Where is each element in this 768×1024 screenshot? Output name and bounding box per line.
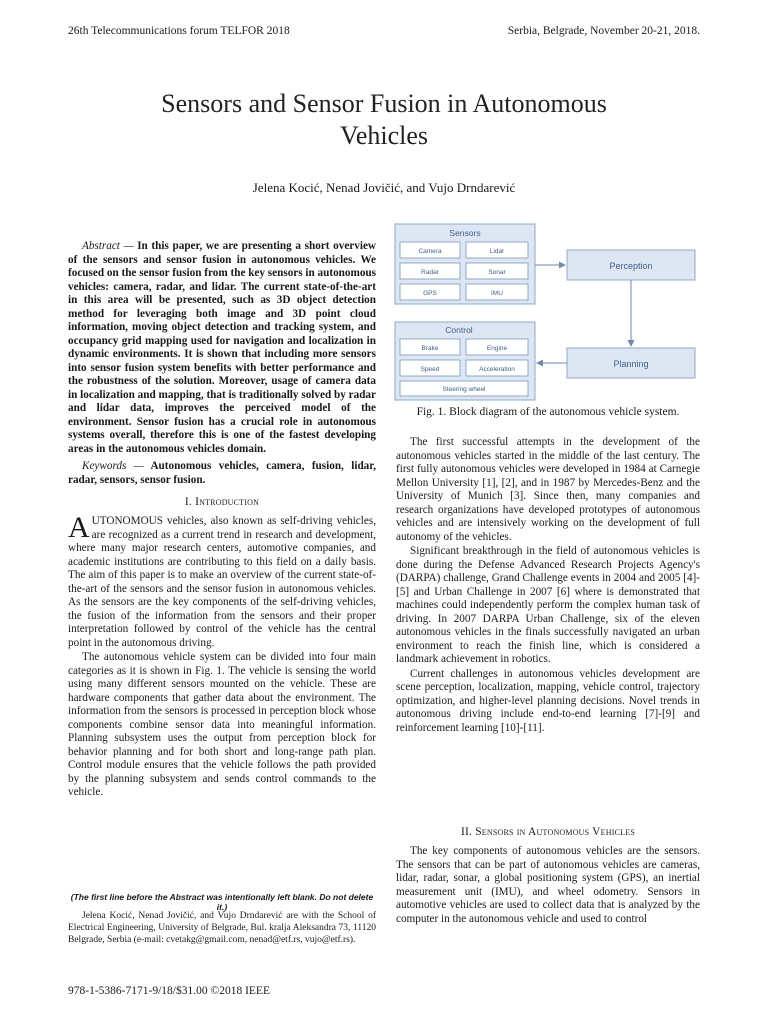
figure-caption: Fig. 1. Block diagram of the autonomous vehicle system. bbox=[416, 406, 680, 418]
isbn-copyright: 978-1-5386-7171-9/18/$31.00 ©2018 IEEE bbox=[68, 985, 270, 997]
control-engine: Engine bbox=[486, 345, 508, 352]
control-acceleration: Acceleration bbox=[479, 366, 515, 373]
header-conference: 26th Telecommunications forum TELFOR 2018 bbox=[68, 25, 290, 37]
keywords-lead: Keywords — bbox=[82, 460, 144, 472]
abstract-lead: Abstract — bbox=[82, 240, 134, 252]
keywords bbox=[68, 460, 376, 487]
right-paragraph-2: Significant breakthrough in the field of autonomous vehicles is done during the Defense Advanced Research Projects Agency's (DARPA) challenge, Grand Challenge events in 2004 and 2005 [4]-[5] and Urban Challenge in 2007 [6] where is demonstrated that machines could independently perform the complex human task of driving. In 2007 DARPA Urban Challenge, six of the eleven autonomous vehicles in the finals successfully navigated an urban environment to reach the finish line, which is considered a landmark achievement in robotics. bbox=[396, 545, 700, 665]
template-note: (The first line before the Abstract was intentionally left blank. Do not delete it.) bbox=[70, 892, 374, 912]
sensor-camera: Camera bbox=[418, 248, 442, 255]
right-paragraph-4: The key components of autonomous vehicles are the sensors. The sensors that can be part of autonomous vehicles are cameras, lidar, radar, sonar, a global positioning system (GPS), an inertial measurement unit (IMU), and wheel odometry. Sensors in automotive vehicles are used to collect data that is analyzed by the computer in the autonomous vehicle and used to control bbox=[396, 845, 700, 925]
sensor-lidar: Lidar bbox=[489, 248, 505, 255]
intro-paragraph-1 bbox=[68, 511, 376, 650]
header-location-date: Serbia, Belgrade, November 20-21, 2018. bbox=[507, 25, 700, 37]
title-line-2: Vehicles bbox=[339, 121, 429, 150]
paper-title bbox=[0, 88, 768, 152]
author-affiliation-footnote: Jelena Kocić, Nenad Jovičić, and Vujo Drndarević are with the School of Electrical Engineering, University of Belgrade, Bul. kralja Aleksandra 73, 11120 Belgrade, Serbia (e-mail: cvetakg@gmail.com, nenad@etf.rs, vujo@etf.rs). bbox=[68, 911, 376, 945]
authors: Jelena Kocić, Nenad Jovičić, and Vujo Drndarević bbox=[252, 180, 516, 195]
control-speed: Speed bbox=[420, 366, 440, 373]
abstract bbox=[68, 240, 376, 456]
perception-label: Perception bbox=[609, 261, 653, 271]
control-title: Control bbox=[445, 325, 473, 335]
title-line-1: Sensors and Sensor Fusion in Autonomous bbox=[161, 89, 607, 118]
right-paragraph-1: The first successful attempts in the development of the autonomous vehicles started in the middle of the last century. The first fully autonomous vehicles were developed in 1984 at Carnegie Mellon University [1], [2], and in 1987 by Mercedes-Benz and the University of Munich [3]. Since then, many companies and research organizations have developed prototypes of autonomous vehicles and are intensively working on the development of full autonomy of the vehicles. bbox=[396, 436, 700, 543]
section-heading-introduction: I. Introduction bbox=[184, 496, 260, 508]
right-column-body bbox=[396, 436, 700, 736]
keywords-text: Autonomous vehicles, camera, fusion, lidar, radar, sensors, sensor fusion. bbox=[68, 460, 376, 486]
control-brake: Brake bbox=[421, 345, 439, 352]
section-2-body bbox=[396, 845, 700, 926]
intro-paragraph-1-text: UTONOMOUS vehicles, also known as self-driving vehicles, are recognized as a current trend in research and development, where many major research centers, automotive companies, and academic institutions are contributing to this field on a daily basis. The aim of this paper is to make an overview of the current state-of-the-art of the sensors and the sensor fusion in autonomous vehicles. As the sensors are the key components of the self-driving vehicles, the fusion of the information from the sensors and their proper interpretation followed by control of the vehicle has the central point in the autonomous driving. bbox=[68, 515, 376, 649]
sensor-imu: IMU bbox=[491, 290, 503, 297]
abstract-text: In this paper, we are presenting a short overview of the sensors and sensor fusion in autonomous vehicles. We focused on the sensor fusion from the key sensors in autonomous vehicles: camera, radar, and lidar. The current state-of-the-art in this area will be presented, such as 3D object detection method for leveraging both image and 3D point cloud information, moving object detection and tracking system, and occupancy grid mapping used for navigation and localization in dynamic environments. It is shown that including more sensors into sensor fusion system benefits with better performance and the robustness of the solution. Moreover, usage of camera data in localization and mapping, that is traditionally solved by radar and lidar data, improves the perceived model of the environment. Sensor fusion has a crucial role in autonomous systems overall, therefore this is one of the fastest developing areas in the autonomous vehicles domain. bbox=[68, 240, 377, 455]
sensors-title: Sensors bbox=[449, 228, 481, 238]
section-heading-sensors: II. Sensors in Autonomous Vehicles bbox=[461, 826, 635, 838]
block-diagram-figure bbox=[393, 222, 700, 402]
intro-paragraph-2: The autonomous vehicle system can be divided into four main categories as it is shown in Fig. 1. The vehicle is sensing the world using many different sensors mounted on the vehicle. These are hardware components that gather data about the environment. The information from the sensors is processed in perception block whose components combine sensor data into meaningful information. Planning subsystem uses the output from perception block for behavior planning and for both short and long-range path plan. Control module ensures that the vehicle follows the path provided by the planning subsystem and sends control commands to the vehicle. bbox=[68, 651, 376, 798]
right-paragraph-3: Current challenges in autonomous vehicles development are scene perception, localization, mapping, vehicle control, trajectory optimization, and higher-level planning decisions. Novel trends in autonomous driving include end-to-end learning [7]-[9] and reinforcement learning [10]-[11]. bbox=[396, 667, 700, 734]
control-steering-wheel: Steering wheel bbox=[442, 386, 486, 393]
sensor-radar: Radar bbox=[421, 269, 439, 276]
sensor-gps: GPS bbox=[423, 290, 437, 297]
sensor-sonar: Sonar bbox=[488, 269, 506, 276]
intro-body bbox=[68, 511, 376, 801]
planning-label: Planning bbox=[613, 359, 649, 369]
drop-cap: A bbox=[68, 511, 90, 544]
